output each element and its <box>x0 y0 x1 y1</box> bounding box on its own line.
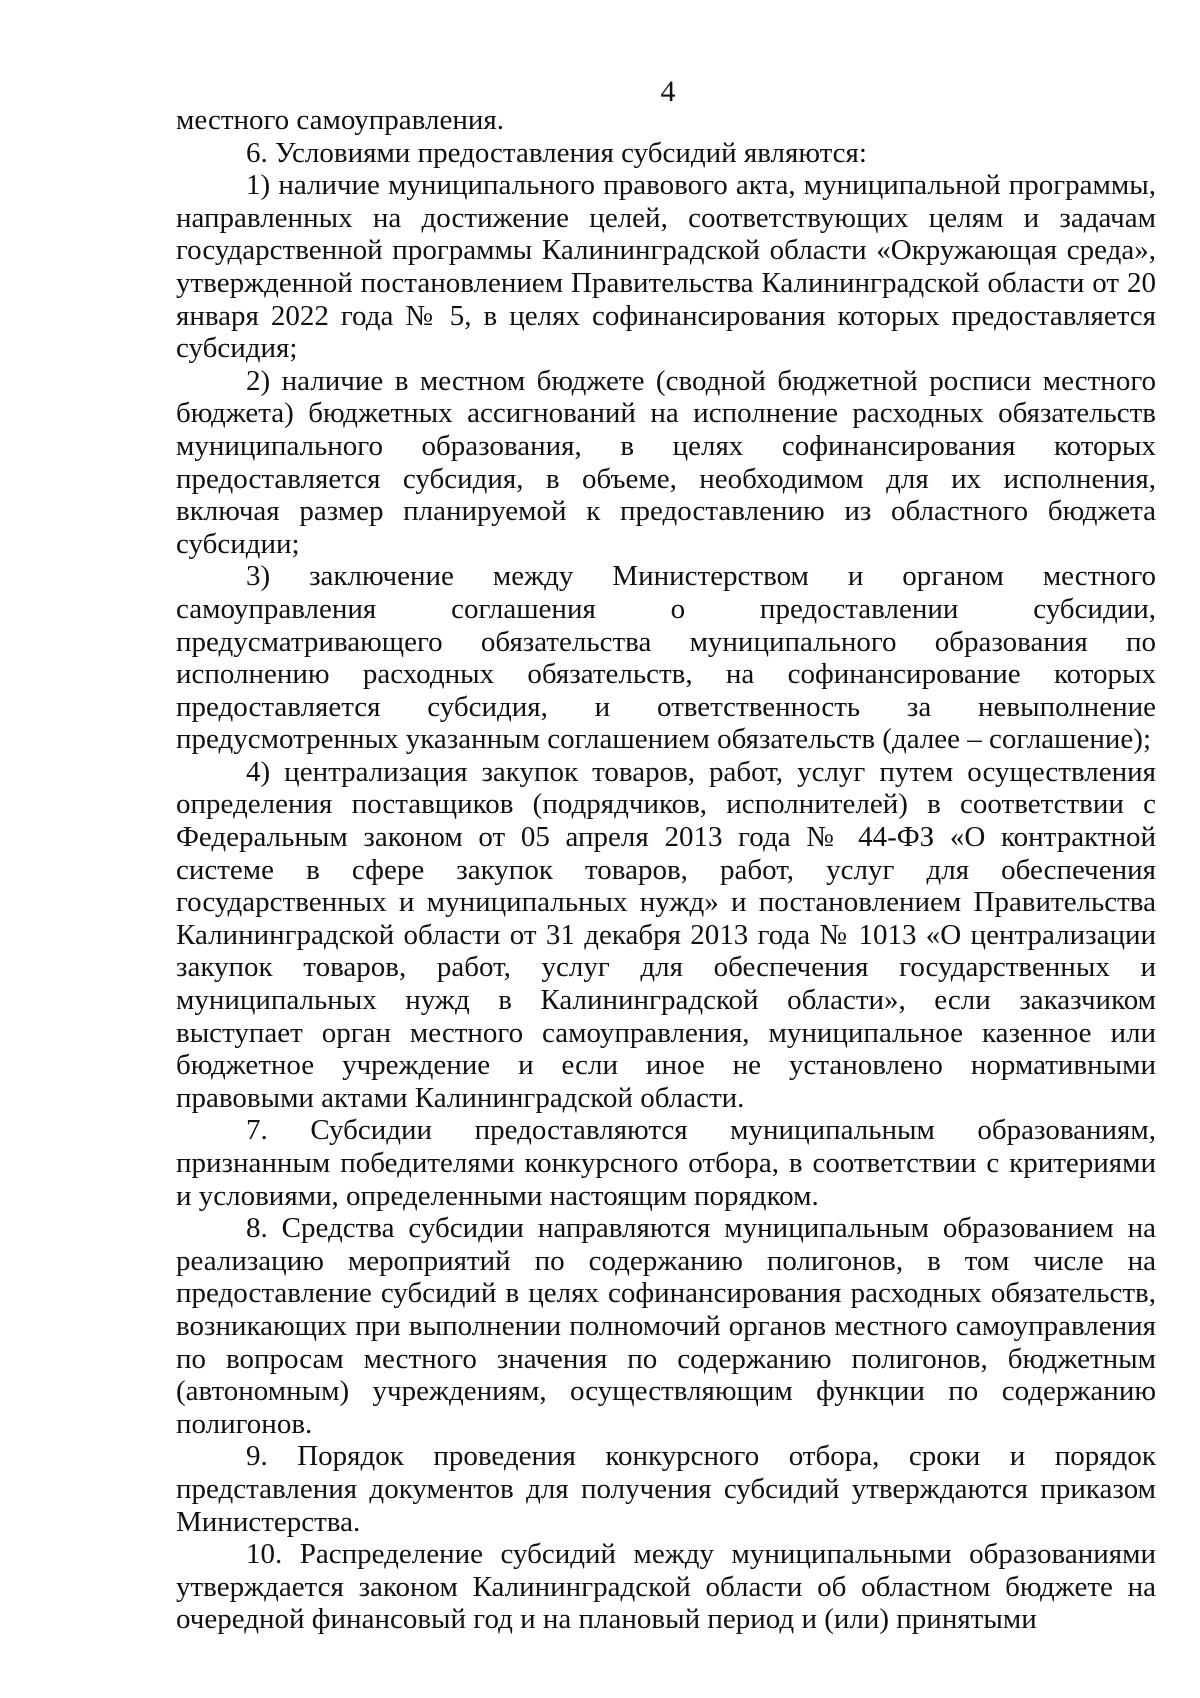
paragraph-item-6: 6. Условиями предоставления субсидий являются: <box>246 136 867 169</box>
paragraph-item-9: 9. Порядок проведения конкурсного отбора, сроки и порядок представления документов для получения субсидий утверждаются приказом Министерства. <box>176 1440 1156 1538</box>
paragraph-item-8: 8. Средства субсидии направляются муниципальным образованием на реализацию мероприятий по содержанию полигонов, в том числе на предоставление субсидий в целях софинансирования расходных обязательств, возникающих при выполнении полномочий органов местного самоуправления по вопросам местного значения по содержанию полигонов, бюджетным (автономным) учреждениям, осуществляющим функции по содержанию полигонов. <box>176 1212 1156 1440</box>
paragraph-subitem-2: 2) наличие в местном бюджете (сводной бюджетной росписи местного бюджета) бюджетных ассигнований на исполнение расходных обязательств муниципального образования, в целях софинансирования которых предоставляется субсидия, в объеме, необходимом для их исполнения, включая размер планируемой к предоставлению из областного бюджета субсидии; <box>176 364 1156 560</box>
paragraph-subitem-1: 1) наличие муниципального правового акта, муниципальной программы, направленных на достижение целей, соответствующих целям и задачам государственной программы Калининградской области «Окружающая среда», утвержденной постановлением Правительства Калининградской области от 20 января 2022 года № 5, в целях софинансирования которых предоставляется субсидия; <box>176 169 1156 365</box>
paragraph-item-10: 10. Распределение субсидий между муниципальными образованиями утверждается законом Калининградской области об областном бюджете на очередной финансовый год и на плановый период и (или) принятыми <box>176 1538 1156 1636</box>
paragraph-subitem-3: 3) заключение между Министерством и органом местного самоуправления соглашения о предоставлении субсидии, предусматривающего обязательства муниципального образования по исполнению расходных обязательств, на софинансирование которых предоставляется субсидия, и ответственность за невыполнение предусмотренных указанным соглашением обязательств (далее – соглашение); <box>176 560 1156 756</box>
paragraph-continuation: местного самоуправления. <box>176 104 504 136</box>
paragraph-item-7: 7. Субсидии предоставляются муниципальным образованиям, признанным победителями конкурсного отбора, в соответствии с критериями и условиями, определенными настоящим порядком. <box>176 1114 1156 1212</box>
page-number: 4 <box>660 75 676 108</box>
document-body <box>176 104 1156 1636</box>
paragraph-subitem-4: 4) централизация закупок товаров, работ, услуг путем осуществления определения поставщиков (подрядчиков, исполнителей) в соответствии с Федеральным законом от 05 апреля 2013 года № 44-ФЗ «О контрактной системе в сфере закупок товаров, работ, услуг для обеспечения государственных и муниципальных нужд» и постановлением Правительства Калининградской области от 31 декабря 2013 года № 1013 «О централизации закупок товаров, работ, услуг для обеспечения государственных и муниципальных нужд в Калининградской области», если заказчиком выступает орган местного самоуправления, муниципальное казенное или бюджетное учреждение и если иное не установлено нормативными правовыми актами Калининградской области. <box>176 755 1156 1114</box>
